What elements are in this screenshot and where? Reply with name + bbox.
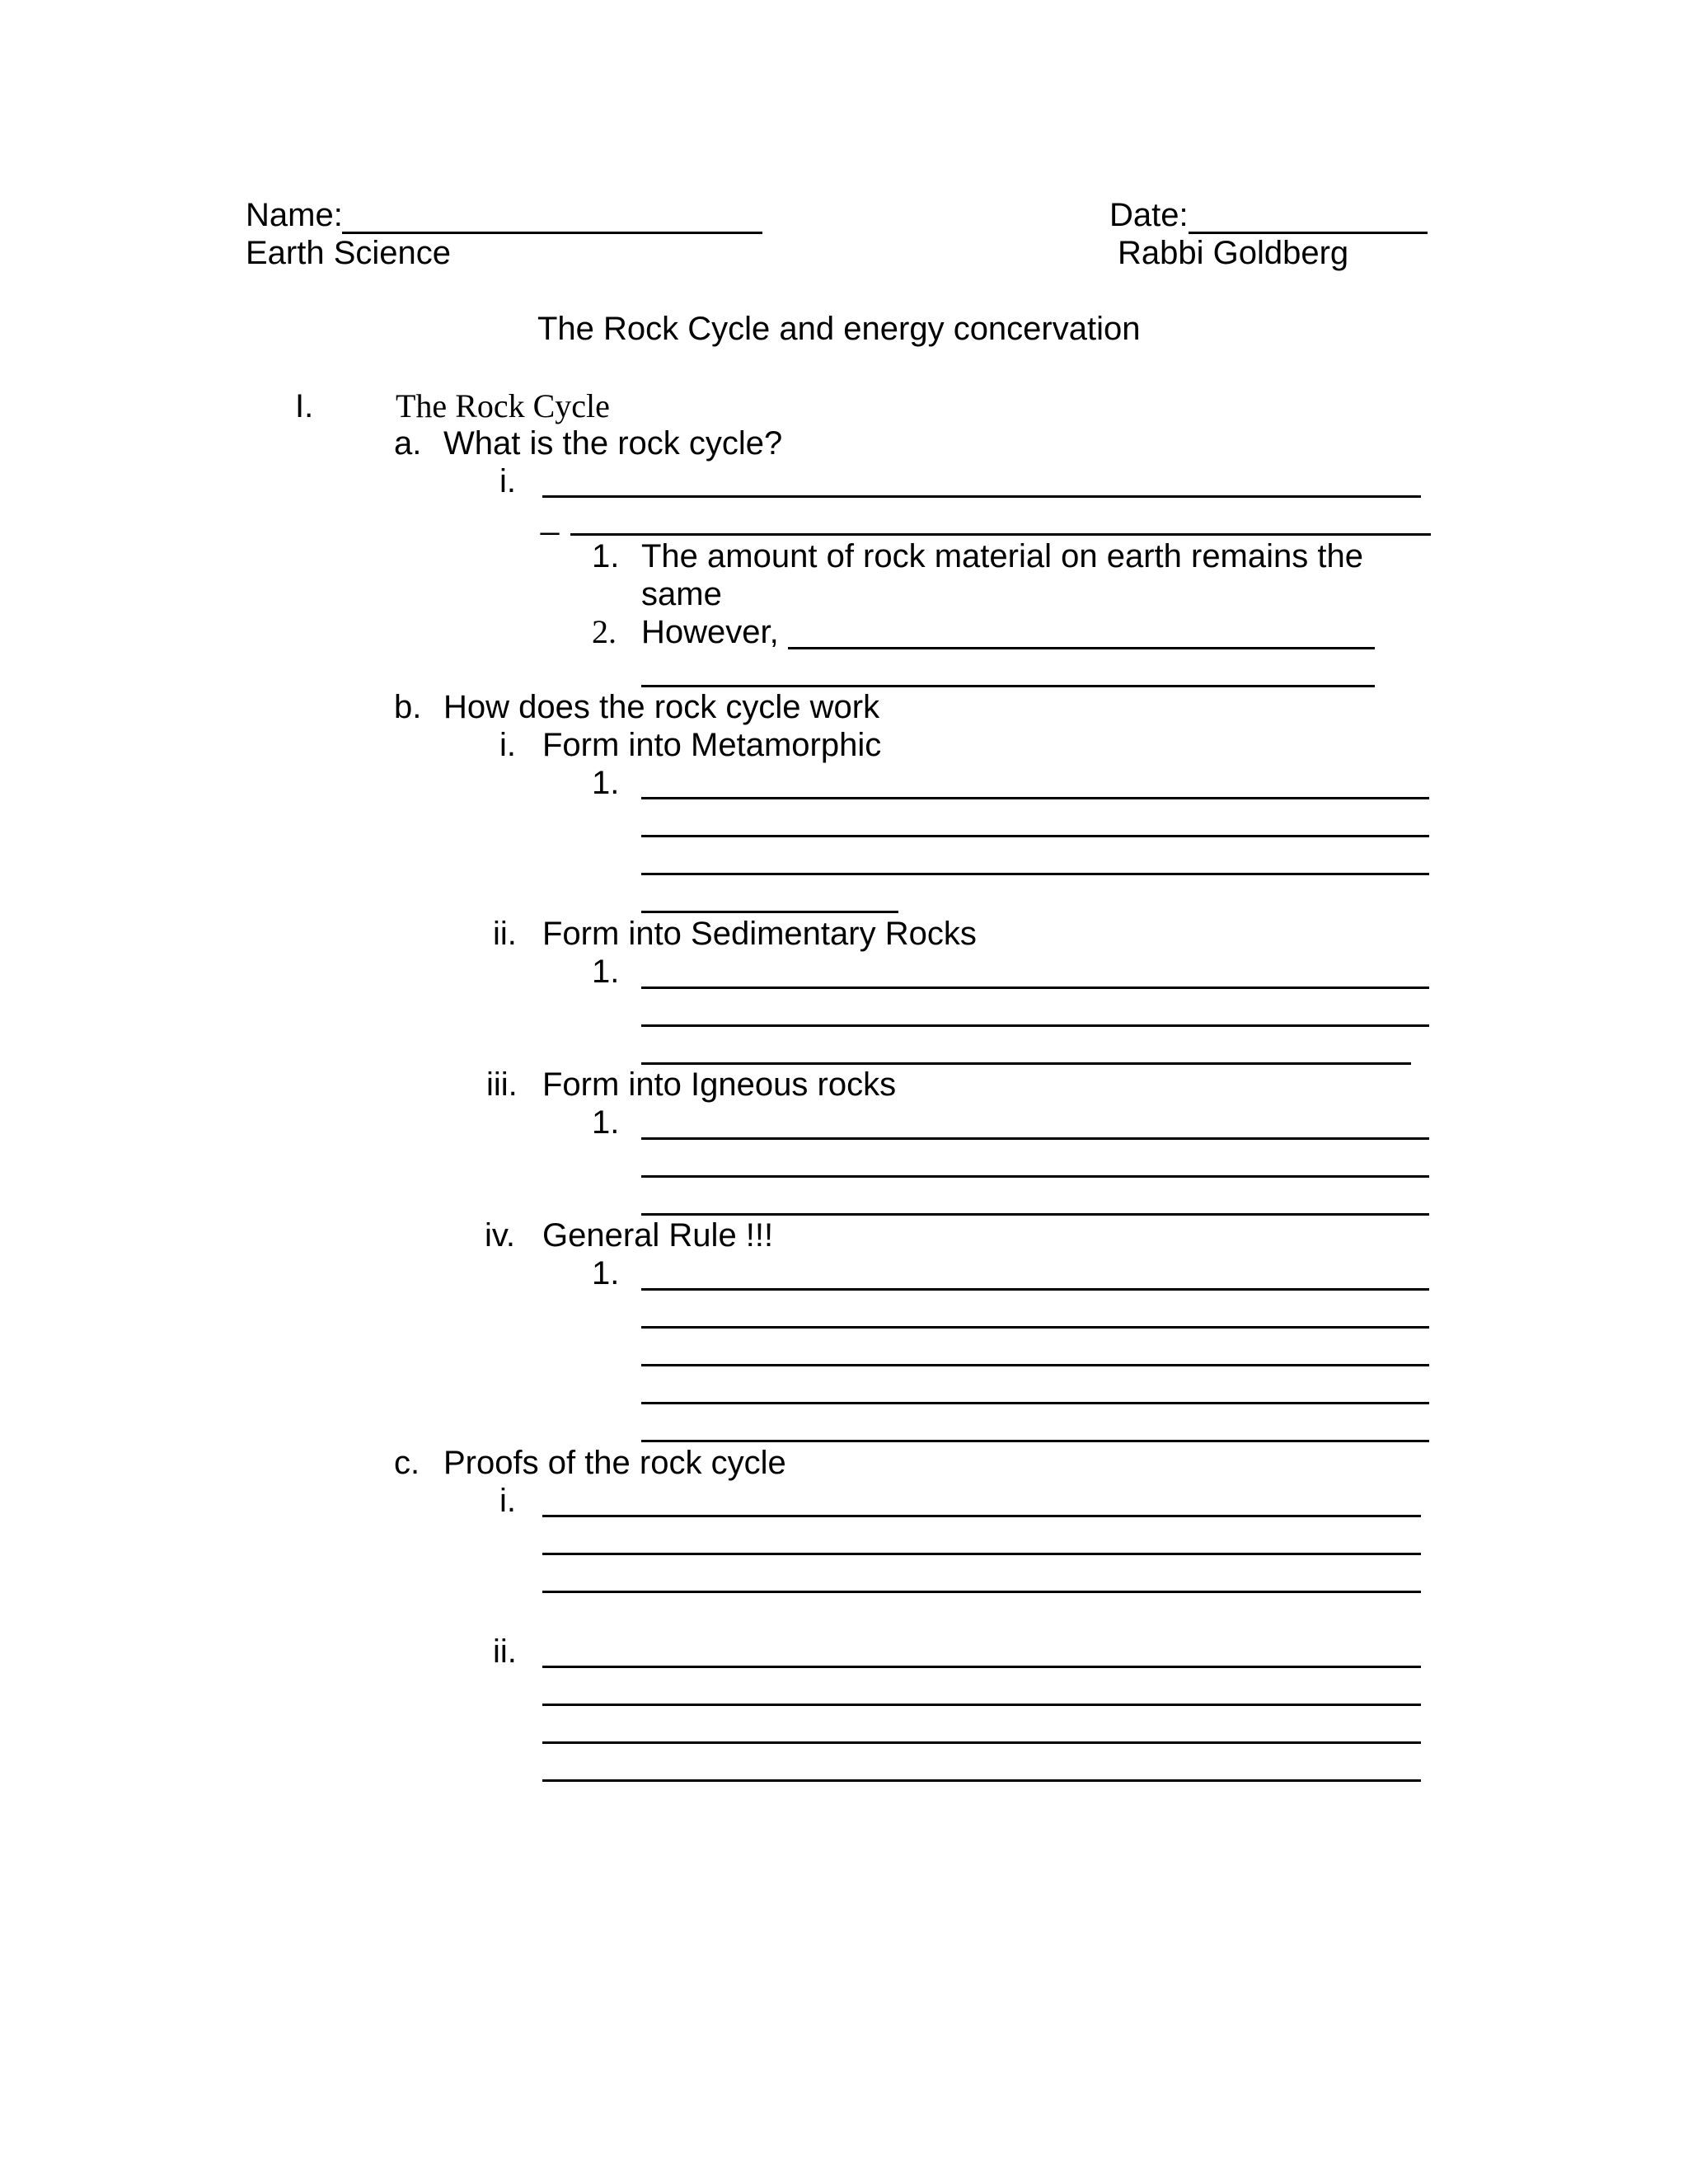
part-a-i-marker: i. (499, 463, 516, 499)
answer-line[interactable] (542, 1779, 1421, 1782)
answer-line[interactable] (641, 987, 1429, 989)
page-title: The Rock Cycle and energy concervation (537, 311, 1141, 347)
part-c-ii-marker: ii. (493, 1633, 517, 1670)
part-b-ii-item-marker: 1. (592, 954, 620, 990)
answer-line[interactable] (542, 1591, 1421, 1593)
answer-line[interactable] (641, 1024, 1429, 1027)
part-b-ii-text: Form into Sedimentary Rocks (542, 916, 977, 952)
part-a-item1-text: The amount of rock material on earth remains the (641, 538, 1363, 574)
section-heading: The Rock Cycle (396, 387, 610, 424)
answer-line[interactable] (641, 1062, 1411, 1065)
teacher-name: Rabbi Goldberg (1118, 235, 1349, 271)
part-b-i-marker: i. (499, 727, 516, 763)
answer-line[interactable] (542, 1741, 1421, 1744)
answer-line[interactable] (641, 1402, 1429, 1404)
part-b-iv-text: General Rule !!! (542, 1217, 774, 1254)
course-name: Earth Science (246, 235, 452, 271)
answer-line[interactable] (641, 685, 1375, 687)
part-b-iv-item-marker: 1. (592, 1255, 620, 1291)
part-b-ii-marker: ii. (493, 916, 517, 952)
section-marker-roman-1: I. (295, 388, 314, 424)
answer-line[interactable] (641, 1213, 1429, 1216)
answer-line[interactable] (542, 1553, 1421, 1555)
part-a-item1-text-cont: same (641, 576, 722, 612)
part-b-marker: b. (394, 689, 422, 725)
part-a-item2-marker: 2. (592, 613, 617, 650)
answer-line[interactable] (542, 1515, 1421, 1517)
answer-line[interactable] (641, 1440, 1429, 1442)
answer-line[interactable] (641, 1137, 1429, 1140)
date-label: Date: (1109, 197, 1189, 233)
answer-line[interactable] (641, 835, 1429, 837)
name-label: Name: (246, 197, 343, 233)
part-b-question: How does the rock cycle work (443, 689, 880, 725)
part-b-iii-item-marker: 1. (592, 1104, 620, 1141)
answer-line[interactable] (641, 1288, 1429, 1291)
part-a-dash: _ (541, 499, 560, 536)
part-c-question: Proofs of the rock cycle (443, 1445, 786, 1481)
answer-line[interactable] (542, 1666, 1421, 1668)
part-c-i-marker: i. (499, 1483, 516, 1519)
answer-line[interactable] (641, 911, 898, 913)
answer-line[interactable] (542, 495, 1421, 498)
answer-line[interactable] (641, 797, 1429, 799)
part-c-marker: c. (394, 1445, 420, 1481)
answer-line[interactable] (641, 1326, 1429, 1329)
answer-line[interactable] (788, 647, 1375, 649)
part-b-iv-marker: iv. (485, 1217, 516, 1254)
answer-line[interactable] (641, 1175, 1429, 1178)
answer-line[interactable] (641, 1364, 1429, 1366)
answer-line[interactable] (570, 533, 1431, 536)
part-b-i-text: Form into Metamorphic (542, 727, 882, 763)
answer-line[interactable] (542, 1704, 1421, 1706)
answer-line[interactable] (641, 873, 1429, 875)
part-a-question: What is the rock cycle? (443, 425, 783, 462)
part-a-item2-text: However, (641, 614, 779, 650)
part-b-iii-marker: iii. (486, 1066, 518, 1103)
part-b-iii-text: Form into Igneous rocks (542, 1066, 897, 1103)
part-a-marker: a. (394, 425, 422, 462)
part-b-i-item-marker: 1. (592, 765, 620, 801)
part-a-item1-marker: 1. (592, 538, 620, 574)
